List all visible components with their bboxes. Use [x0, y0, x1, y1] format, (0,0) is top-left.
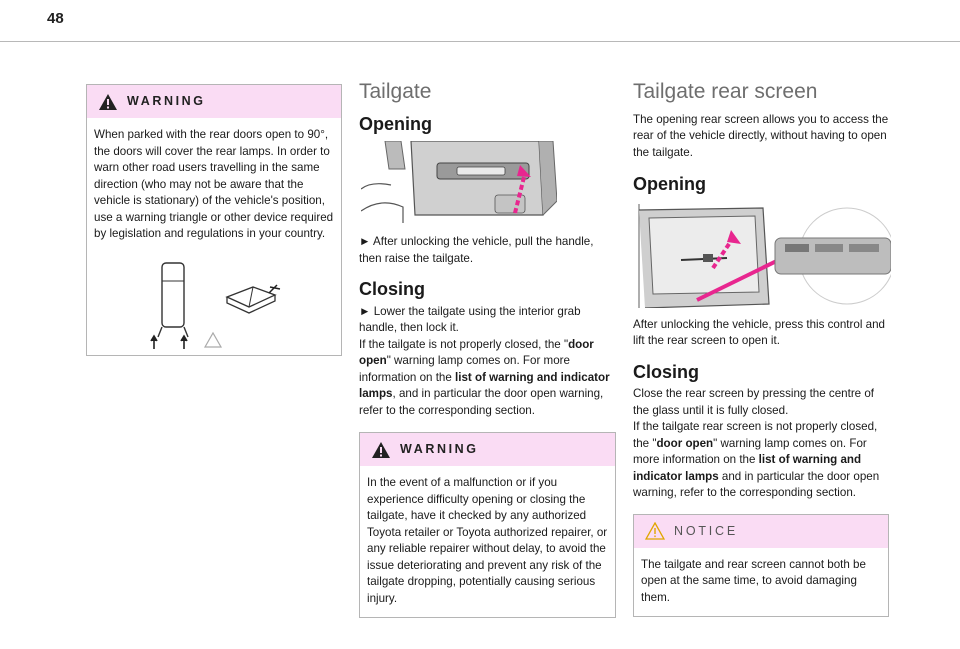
warning-triangle-icon	[98, 93, 118, 111]
tailgate-warning-text: In the event of a malfunction or if you experience difficulty opening or closing the tailgate, have it checked by any authorized Toyota retailer or Toyota authorized repairer, or any reliable repairer without delay, to avoid the issue deteriorating and prevent any risk of the tailgate dropping, potentially causing serious injury.	[367, 476, 608, 605]
tailgate-warning-header	[360, 433, 615, 466]
left-column	[86, 84, 342, 356]
notice-triangle-icon	[645, 522, 665, 540]
rear-screen-intro: The opening rear screen allows you to access the rear of the vehicle directly, without having to open the tailgate.	[633, 112, 889, 159]
rear-screen-closing-heading: Closing	[633, 361, 699, 382]
rear-screen-illustration	[635, 204, 889, 308]
parked-van-illustration	[149, 257, 334, 349]
header-divider	[0, 41, 960, 42]
tailgate-opening-step: ► After unlocking the vehicle, pull the handle, then raise the tailgate.	[359, 235, 594, 265]
rear-screen-closing-text: Close the rear screen by pressing the centre of the glass until it is fully closed.	[633, 387, 875, 417]
notice-text: The tailgate and rear screen cannot both be open at the same time, to avoid damaging them.	[641, 557, 866, 604]
tailgate-closing-info: If the tailgate is not properly closed, the "door open" warning lamp comes on. For more information on the list of warning and indicator lamps, and in particular the door open warning, refer to the corresponding section.	[359, 337, 610, 417]
warning-triangle-icon	[371, 441, 391, 459]
notice-body	[634, 548, 888, 617]
rear-screen-opening-heading: Opening	[633, 174, 706, 194]
rear-screen-opening-text: After unlocking the vehicle, press this control and lift the rear screen to open it.	[633, 317, 885, 347]
notice-box	[633, 514, 889, 618]
tailgate-warning-label: WARNING	[400, 442, 479, 457]
page-number: 48	[47, 10, 64, 27]
tailgate-handle-illustration	[361, 141, 616, 223]
rear-screen-closing-info: If the tailgate rear screen is not properly closed, the "door open" warning lamp comes on. For more information on the list of warning and indicator lamps and in particular the door open warning, refer to the corresponding section.	[633, 420, 880, 499]
tailgate-title: Tailgate	[359, 80, 432, 103]
tailgate-closing-step: ► Lower the tailgate using the interior grab handle, then lock it.	[359, 304, 581, 334]
warning-label: WARNING	[127, 94, 206, 109]
rear-screen-column	[633, 80, 889, 617]
warning-box	[86, 84, 342, 356]
tailgate-column	[359, 80, 616, 618]
notice-label: NOTICE	[674, 523, 739, 538]
tailgate-opening-heading: Opening	[359, 113, 432, 134]
warning-text: When parked with the rear doors open to 90°, the doors will cover the rear lamps. In order to warn other road users travelling in the same direction (who may not be aware that the vehicle is stationary) of the vehicle's position, use a warning triangle or other device required by legislation and regulations in your country.	[94, 128, 334, 240]
tailgate-closing-heading: Closing	[359, 279, 425, 299]
warning-header	[87, 85, 341, 118]
tailgate-warning-body	[360, 466, 615, 617]
notice-header	[634, 515, 888, 548]
warning-body	[87, 118, 341, 359]
rear-screen-title: Tailgate rear screen	[633, 80, 818, 103]
tailgate-warning-box	[359, 432, 616, 618]
